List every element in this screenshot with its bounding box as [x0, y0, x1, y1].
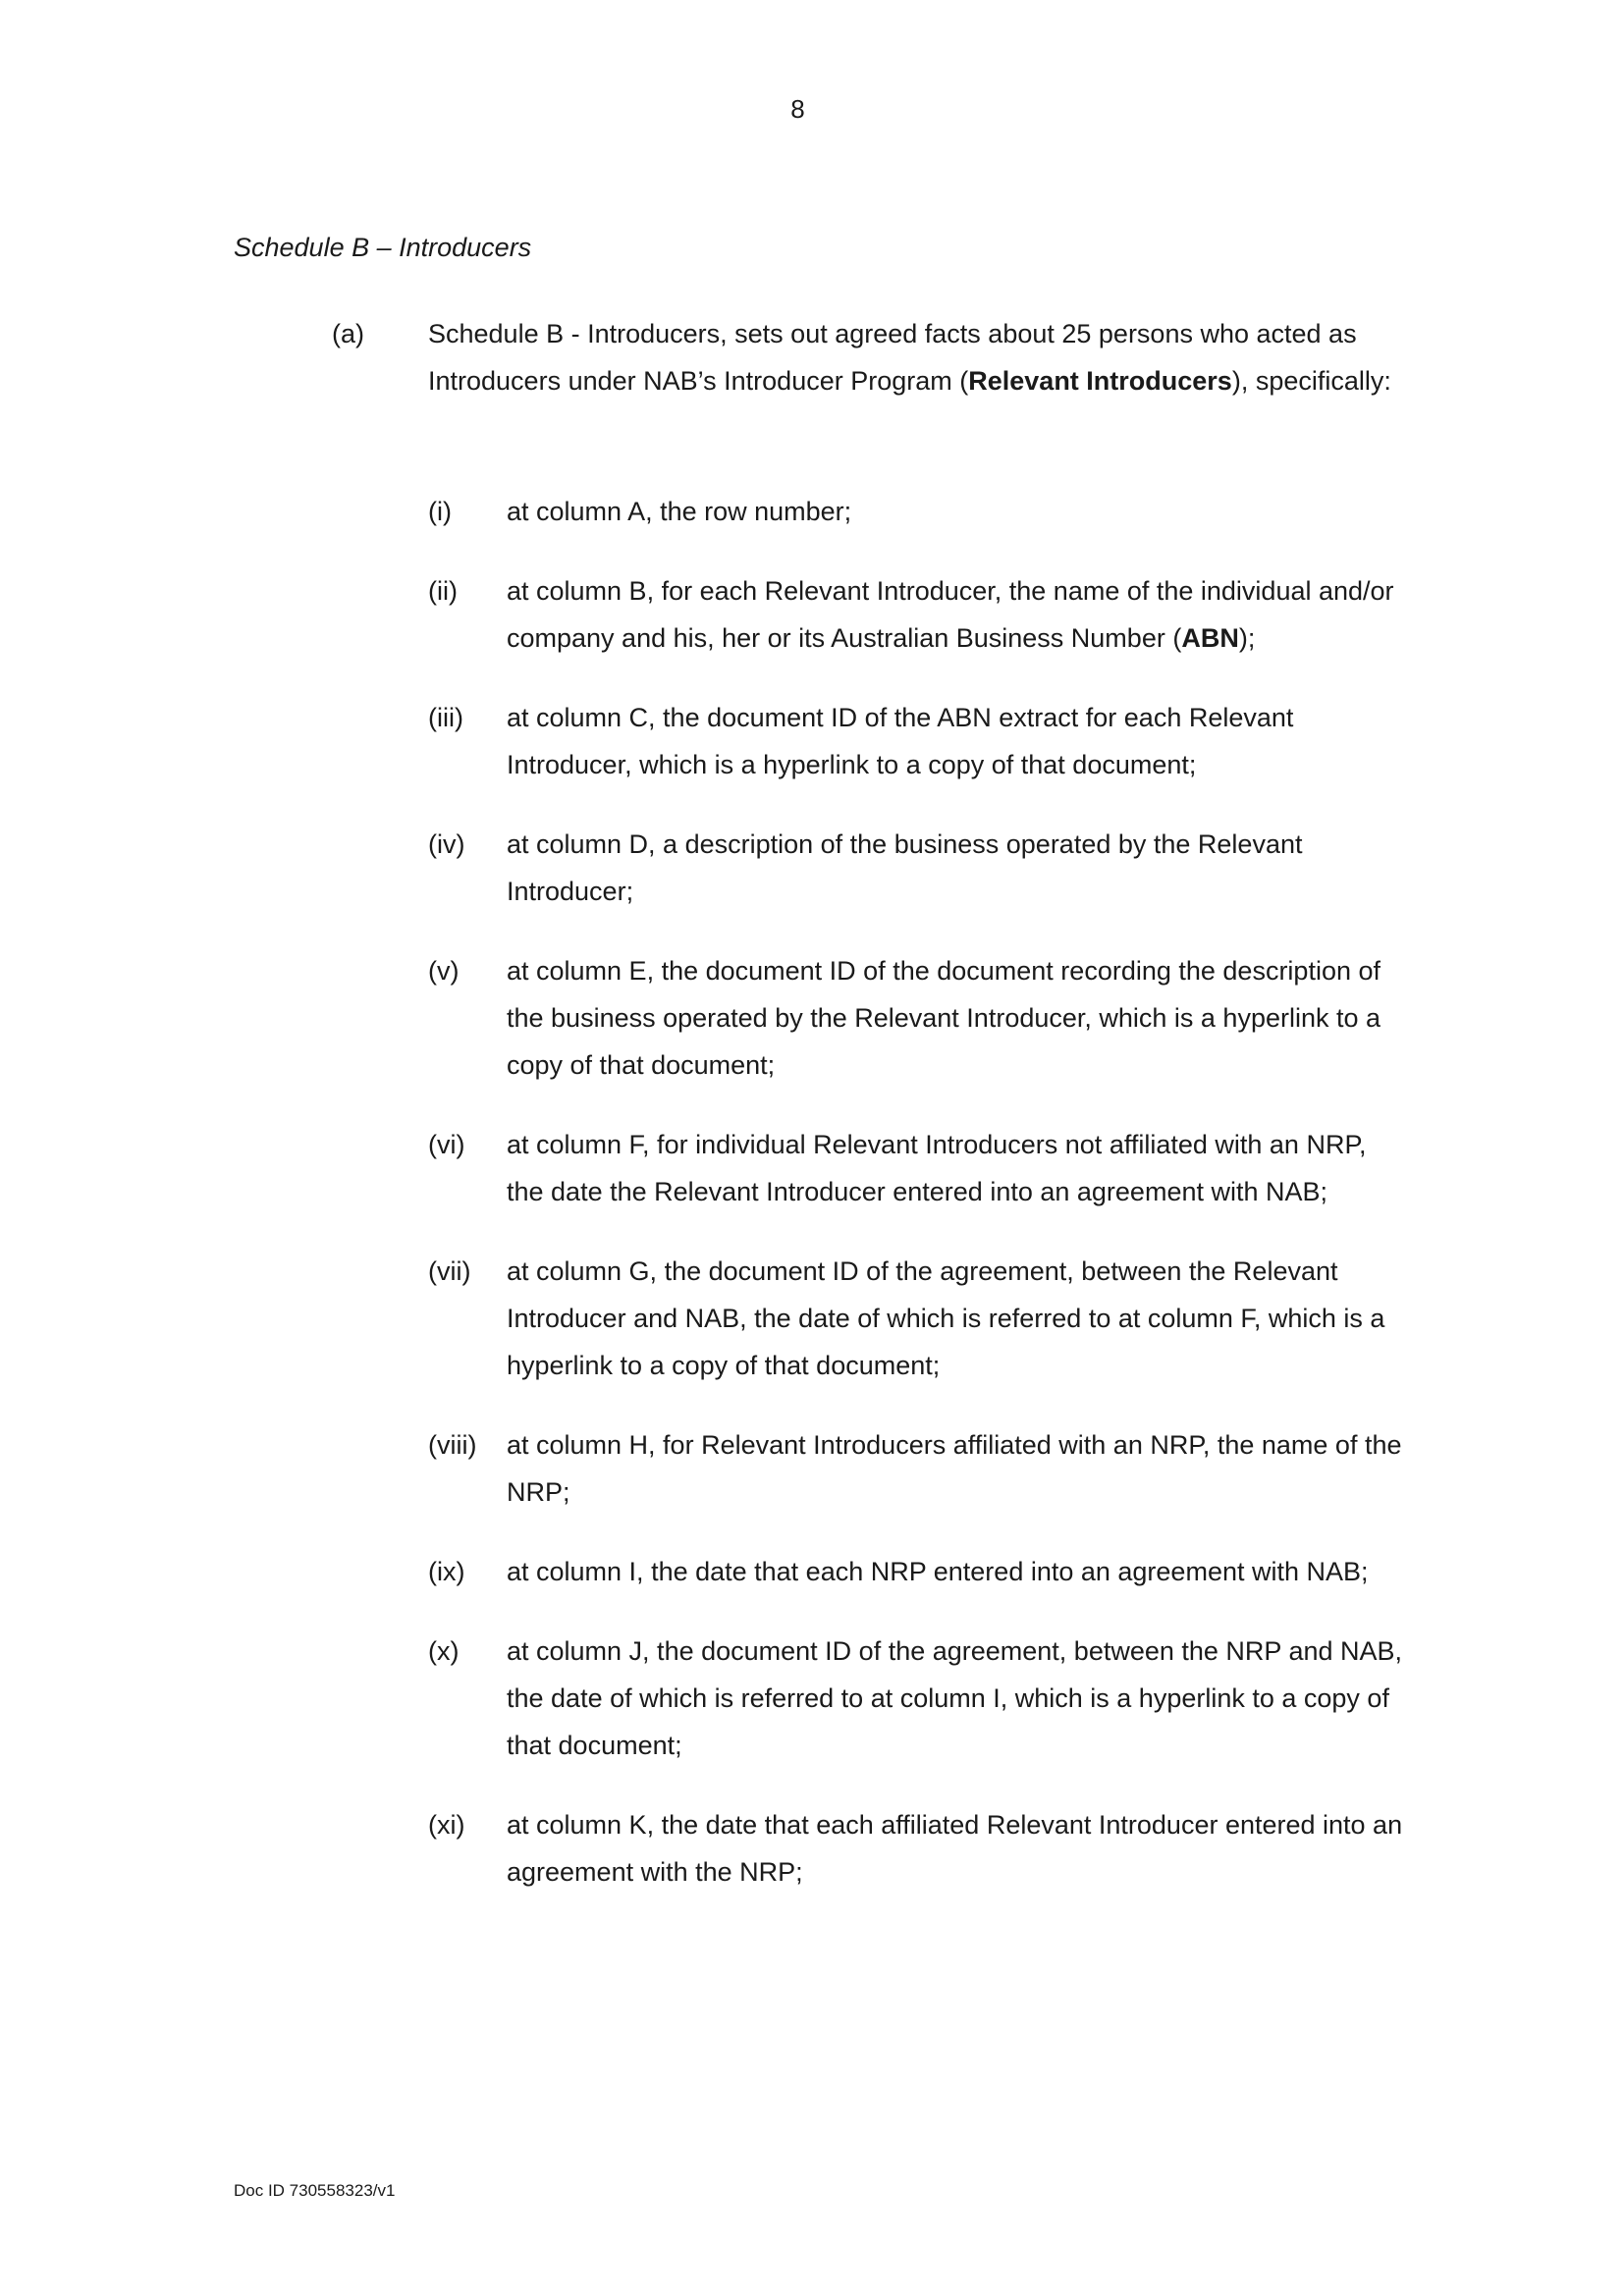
- item-text: at column A, the row number;: [507, 497, 852, 526]
- list-item: [0, 567, 1624, 662]
- list-item: [0, 1421, 1624, 1516]
- paragraph-text: [428, 310, 1410, 404]
- item-number: (ii): [428, 576, 458, 606]
- list-item: [0, 947, 1624, 1089]
- list-item: [0, 1548, 1624, 1595]
- item-number: (viii): [428, 1430, 477, 1460]
- item-number: (vii): [428, 1256, 471, 1286]
- list-item: [0, 1121, 1624, 1215]
- page-number: 8: [790, 94, 805, 124]
- list-item: [0, 821, 1624, 915]
- item-number: (ix): [428, 1557, 465, 1586]
- defined-term: Relevant Introducers: [968, 366, 1232, 396]
- item-number: (x): [428, 1636, 460, 1666]
- item-text: at column D, a description of the business operated by the Relevant Introducer;: [507, 829, 1303, 906]
- item-text: at column I, the date that each NRP entered into an agreement with NAB;: [507, 1557, 1369, 1586]
- list-item: [0, 1628, 1624, 1769]
- list-item: [0, 694, 1624, 788]
- item-number: (v): [428, 956, 460, 986]
- item-text: at column E, the document ID of the document recording the description of the business operated by the Relevant Introducer, which is a hyperlink to a copy of that document;: [507, 956, 1381, 1080]
- item-number: (xi): [428, 1810, 465, 1840]
- item-text-part: at column B, for each Relevant Introducer, the name of the individual and/or company and his, her or its Australian Business Number (: [507, 576, 1394, 653]
- list-item: [0, 1801, 1624, 1896]
- list-item: [0, 1248, 1624, 1389]
- subparagraph-list: [0, 488, 1624, 1928]
- item-number: (vi): [428, 1130, 465, 1159]
- item-text-part: );: [1238, 623, 1256, 653]
- item-text: at column K, the date that each affiliated Relevant Introducer entered into an agreement with the NRP;: [507, 1810, 1403, 1887]
- item-text: at column F, for individual Relevant Introducers not affiliated with an NRP, the date the Relevant Introducer entered into an agreement with NAB;: [507, 1130, 1367, 1206]
- section-heading: Schedule B – Introducers: [234, 233, 532, 262]
- item-number: (iii): [428, 703, 463, 732]
- item-number: (iv): [428, 829, 465, 859]
- defined-term: ABN: [1181, 623, 1239, 653]
- item-text: at column C, the document ID of the ABN extract for each Relevant Introducer, which is a hyperlink to a copy of that document;: [507, 703, 1294, 779]
- item-text: at column J, the document ID of the agreement, between the NRP and NAB, the date of which is referred to at column I, which is a hyperlink to a copy of that document;: [507, 1636, 1403, 1760]
- list-item: [0, 488, 1624, 535]
- item-text: at column H, for Relevant Introducers affiliated with an NRP, the name of the NRP;: [507, 1430, 1402, 1507]
- item-text: at column G, the document ID of the agreement, between the Relevant Introducer and NAB, the date of which is referred to at column F, which is a hyperlink to a copy of that document;: [507, 1256, 1385, 1380]
- item-number: (i): [428, 497, 452, 526]
- paragraph-text-part: ), specifically:: [1231, 366, 1391, 396]
- paragraph-label: (a): [332, 319, 364, 348]
- footer-doc-id: Doc ID 730558323/v1: [234, 2181, 396, 2200]
- paragraph-text-part: Schedule B - Introducers, sets out agreed facts about 25 persons who acted as Introducers under NAB’s Introducer Program (: [428, 319, 1357, 396]
- item-text: [507, 567, 1410, 662]
